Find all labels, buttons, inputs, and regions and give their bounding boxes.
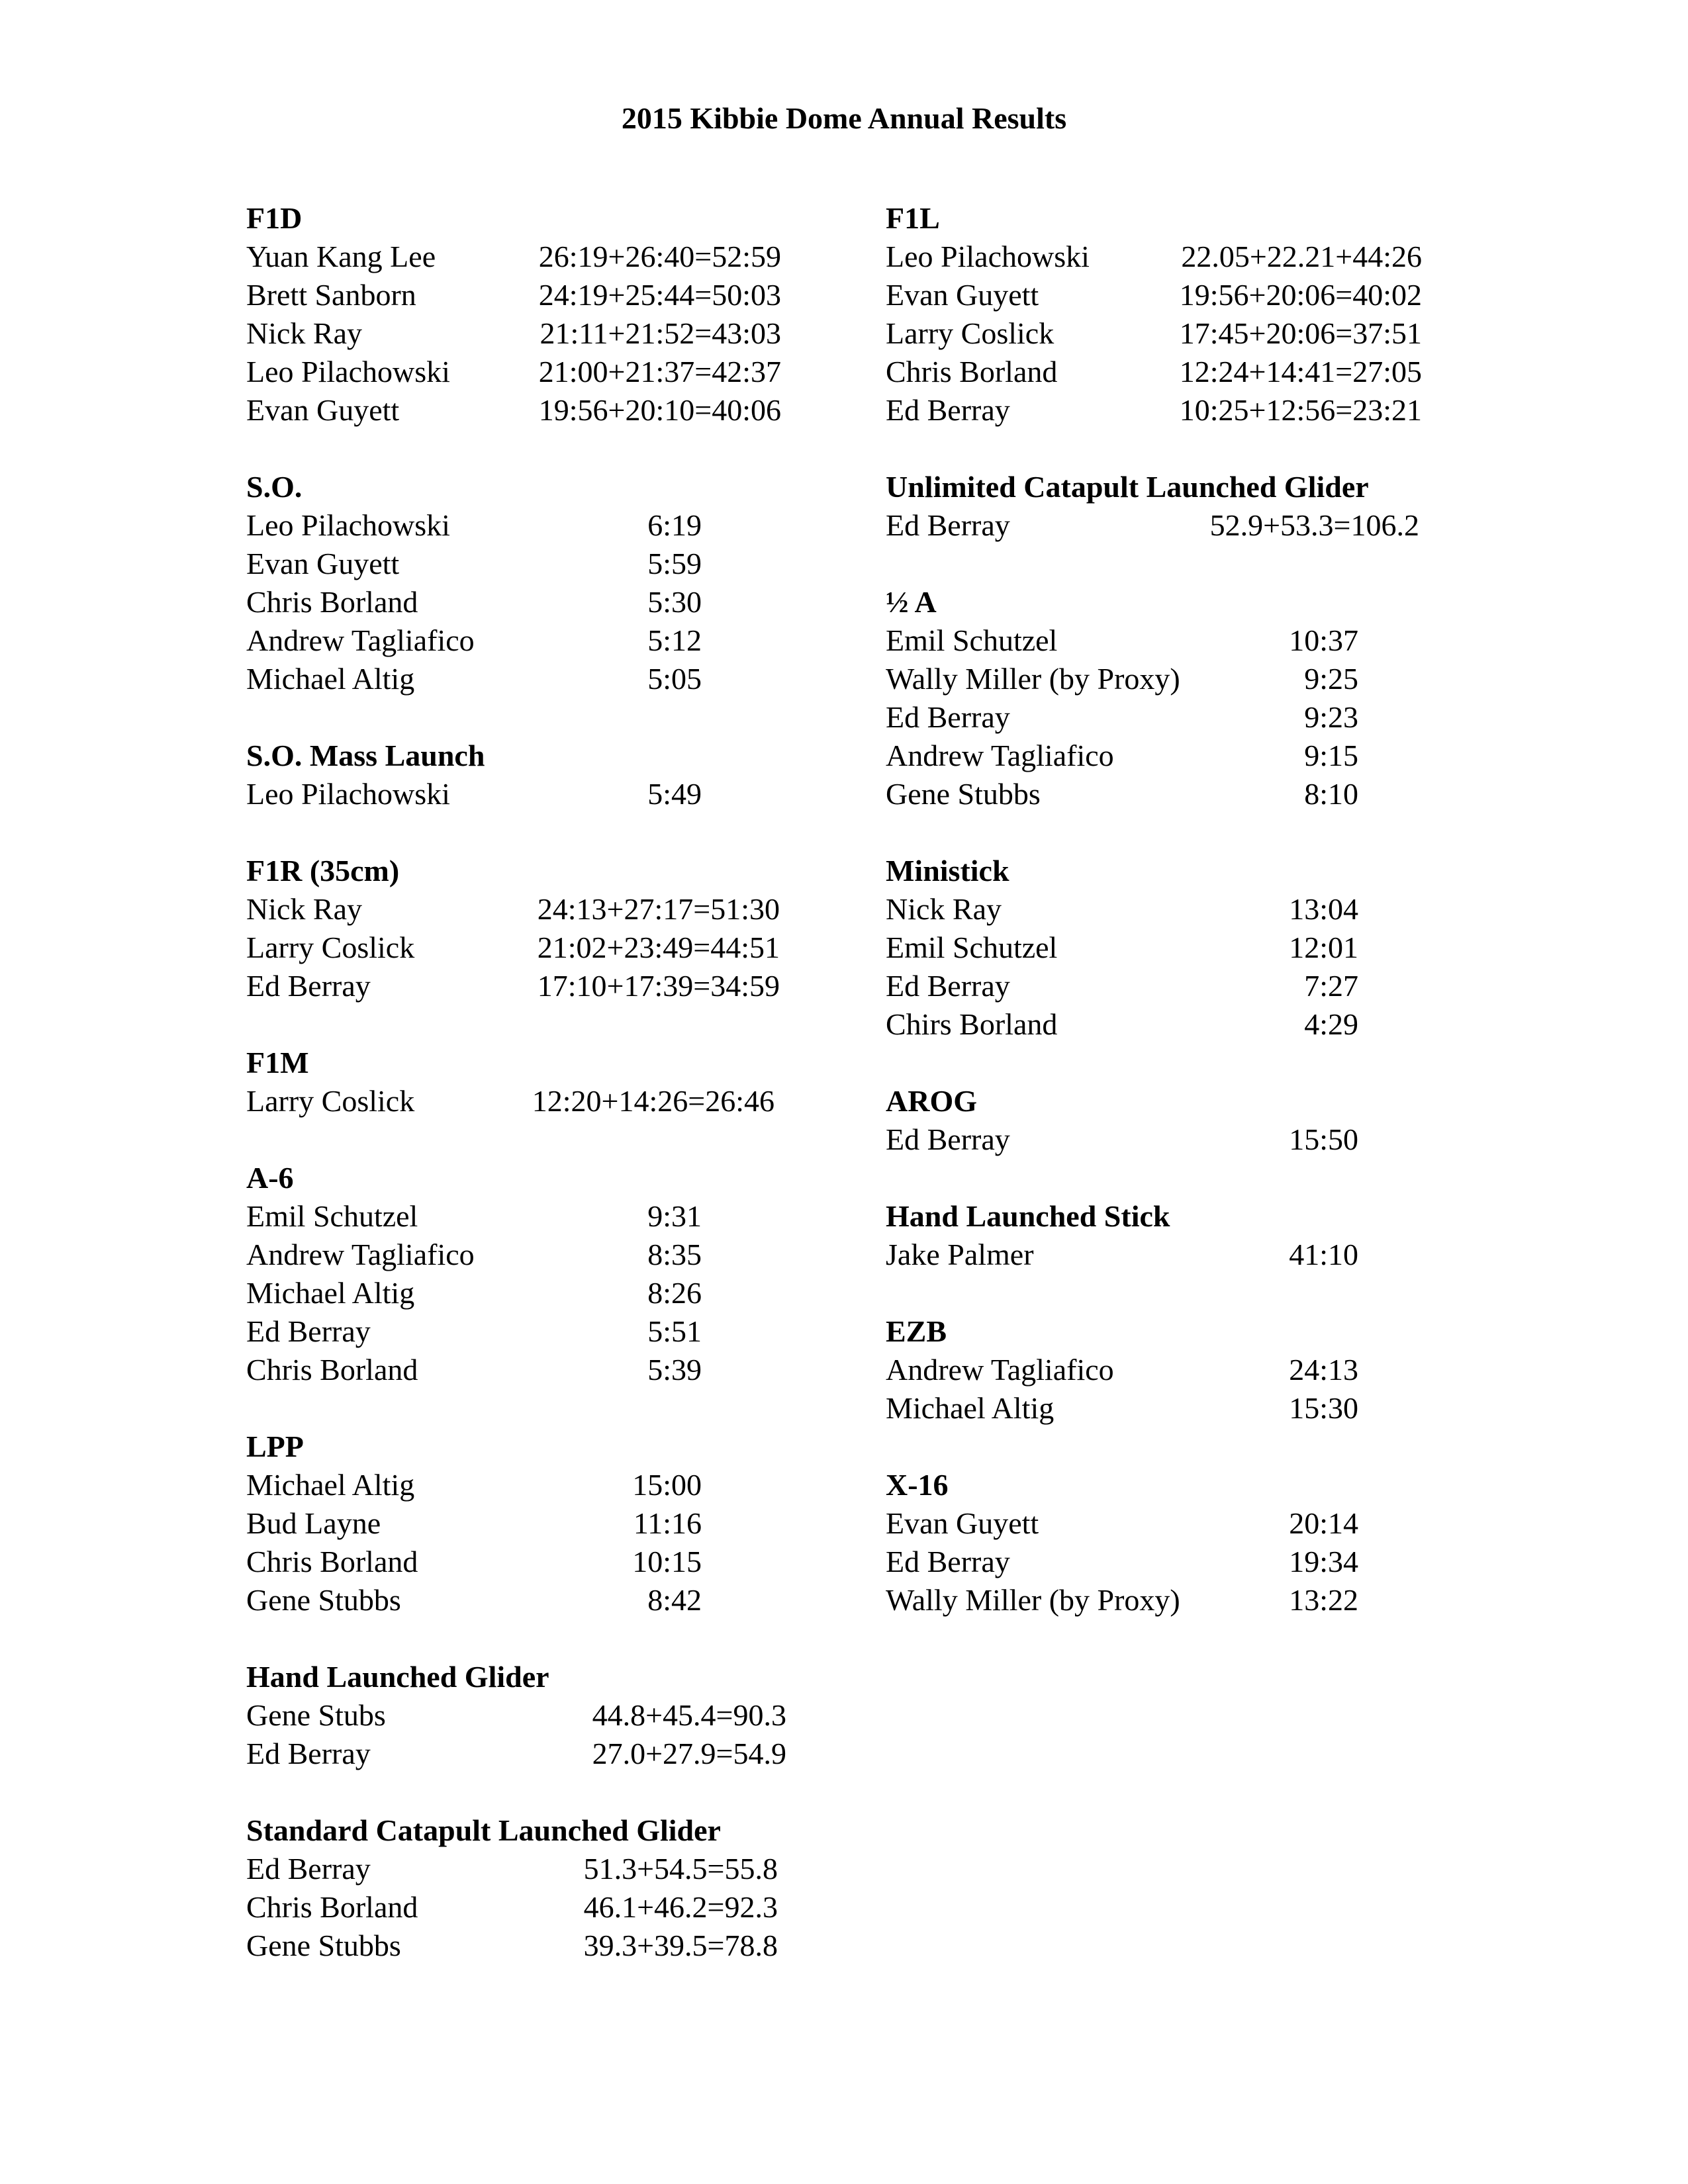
result-value: 12:20+14:26=26:46 bbox=[532, 1084, 774, 1118]
competitor-name: Evan Guyett bbox=[246, 547, 400, 580]
competitor-name: Larry Coslick bbox=[886, 316, 1055, 350]
competitor-name: Leo Pilachowski bbox=[246, 508, 450, 542]
competitor-name: Michael Altig bbox=[246, 1468, 415, 1502]
result-row bbox=[886, 238, 1422, 276]
competitor-name: Emil Schutzel bbox=[886, 623, 1058, 657]
result-value: 51.3+54.5=55.8 bbox=[583, 1852, 778, 1886]
competitor-name: Emil Schutzel bbox=[886, 931, 1058, 964]
result-row bbox=[886, 314, 1422, 353]
results-section bbox=[886, 1466, 1358, 1619]
result-row bbox=[886, 391, 1422, 430]
result-row bbox=[246, 506, 702, 545]
section-heading: F1L bbox=[886, 201, 940, 235]
competitor-name: Leo Pilachowski bbox=[246, 355, 450, 388]
results-section bbox=[246, 1428, 702, 1619]
result-row bbox=[246, 621, 702, 660]
result-row bbox=[886, 660, 1358, 698]
result-value: 5:51 bbox=[647, 1314, 702, 1348]
results-section bbox=[886, 468, 1419, 545]
result-row bbox=[246, 276, 781, 314]
competitor-name: Andrew Tagliafico bbox=[886, 739, 1114, 772]
result-value: 46.1+46.2=92.3 bbox=[583, 1890, 778, 1924]
results-section bbox=[886, 852, 1358, 1044]
result-value: 5:59 bbox=[647, 547, 702, 580]
result-row bbox=[246, 1274, 702, 1312]
result-value: 24:13 bbox=[1289, 1353, 1358, 1387]
result-value: 17:10+17:39=34:59 bbox=[537, 969, 780, 1003]
result-row bbox=[246, 238, 781, 276]
result-value: 21:11+21:52=43:03 bbox=[539, 316, 781, 350]
result-value: 5:49 bbox=[647, 777, 702, 811]
result-value: 5:30 bbox=[647, 585, 702, 619]
result-row bbox=[886, 967, 1358, 1005]
competitor-name: Chris Borland bbox=[246, 1545, 418, 1578]
competitor-name: Chris Borland bbox=[246, 1353, 418, 1387]
results-section bbox=[886, 1197, 1358, 1274]
result-row bbox=[246, 1696, 786, 1735]
competitor-name: Ed Berray bbox=[886, 969, 1010, 1003]
results-section bbox=[246, 737, 702, 813]
result-row bbox=[246, 890, 780, 929]
result-row bbox=[886, 1543, 1358, 1581]
result-row bbox=[886, 698, 1358, 737]
competitor-name: Bud Layne bbox=[246, 1506, 381, 1540]
result-row bbox=[886, 276, 1422, 314]
competitor-name: Ed Berray bbox=[246, 1314, 371, 1348]
competitor-name: Leo Pilachowski bbox=[246, 777, 450, 811]
results-section bbox=[246, 468, 702, 698]
result-row bbox=[246, 1850, 778, 1888]
result-row bbox=[246, 1927, 778, 1965]
result-row bbox=[246, 1082, 774, 1120]
result-row bbox=[246, 1236, 702, 1274]
result-value: 10:15 bbox=[632, 1545, 702, 1578]
results-section bbox=[246, 1159, 702, 1389]
result-value: 21:00+21:37=42:37 bbox=[538, 355, 781, 388]
result-value: 9:23 bbox=[1304, 700, 1358, 734]
result-row bbox=[246, 353, 781, 391]
result-value: 15:30 bbox=[1289, 1391, 1358, 1425]
result-value: 24:19+25:44=50:03 bbox=[538, 278, 781, 312]
section-heading: S.O. bbox=[246, 470, 303, 504]
result-value: 12:01 bbox=[1289, 931, 1358, 964]
competitor-name: Ed Berray bbox=[886, 508, 1010, 542]
section-heading: F1M bbox=[246, 1046, 309, 1079]
results-section bbox=[886, 1082, 1358, 1159]
result-value: 17:45+20:06=37:51 bbox=[1179, 316, 1422, 350]
result-value: 20:14 bbox=[1289, 1506, 1358, 1540]
competitor-name: Ed Berray bbox=[886, 700, 1010, 734]
result-value: 5:05 bbox=[647, 662, 702, 696]
result-value: 8:35 bbox=[647, 1238, 702, 1271]
results-section bbox=[886, 199, 1422, 430]
result-row bbox=[886, 621, 1358, 660]
result-value: 19:56+20:06=40:02 bbox=[1179, 278, 1422, 312]
section-heading: Hand Launched Stick bbox=[886, 1199, 1170, 1233]
result-row bbox=[246, 1543, 702, 1581]
result-value: 22.05+22.21+44:26 bbox=[1181, 240, 1422, 273]
competitor-name: Evan Guyett bbox=[886, 1506, 1039, 1540]
section-heading: X-16 bbox=[886, 1468, 949, 1502]
result-row bbox=[246, 929, 780, 967]
page-title: 2015 Kibbie Dome Annual Results bbox=[621, 101, 1067, 135]
competitor-name: Brett Sanborn bbox=[246, 278, 416, 312]
result-row bbox=[886, 1236, 1358, 1274]
result-row bbox=[886, 1389, 1358, 1428]
result-value: 15:50 bbox=[1289, 1122, 1358, 1156]
result-row bbox=[886, 353, 1422, 391]
section-heading: AROG bbox=[886, 1084, 977, 1118]
competitor-name: Andrew Tagliafico bbox=[246, 1238, 475, 1271]
result-value: 52.9+53.3=106.2 bbox=[1209, 508, 1419, 542]
result-row bbox=[246, 1466, 702, 1504]
result-value: 9:15 bbox=[1304, 739, 1358, 772]
result-value: 21:02+23:49=44:51 bbox=[537, 931, 780, 964]
result-value: 9:25 bbox=[1304, 662, 1358, 696]
section-heading: Hand Launched Glider bbox=[246, 1660, 549, 1694]
results-section bbox=[246, 199, 781, 430]
result-value: 15:00 bbox=[632, 1468, 702, 1502]
competitor-name: Chris Borland bbox=[886, 355, 1058, 388]
result-value: 13:22 bbox=[1289, 1583, 1358, 1617]
competitor-name: Evan Guyett bbox=[886, 278, 1039, 312]
result-value: 41:10 bbox=[1289, 1238, 1358, 1271]
result-value: 8:42 bbox=[647, 1583, 702, 1617]
result-value: 9:31 bbox=[647, 1199, 702, 1233]
result-row bbox=[886, 737, 1358, 775]
competitor-name: Larry Coslick bbox=[246, 931, 415, 964]
competitor-name: Ed Berray bbox=[886, 393, 1010, 427]
result-row bbox=[246, 775, 702, 813]
competitor-name: Andrew Tagliafico bbox=[246, 623, 475, 657]
competitor-name: Michael Altig bbox=[246, 1276, 415, 1310]
result-row bbox=[246, 1351, 702, 1389]
section-heading: Standard Catapult Launched Glider bbox=[246, 1813, 721, 1847]
result-value: 5:39 bbox=[647, 1353, 702, 1387]
result-row bbox=[886, 1581, 1358, 1619]
section-heading: LPP bbox=[246, 1430, 304, 1463]
result-row bbox=[886, 890, 1358, 929]
results-section bbox=[246, 1811, 778, 1965]
competitor-name: Ed Berray bbox=[886, 1122, 1010, 1156]
result-value: 24:13+27:17=51:30 bbox=[537, 892, 780, 926]
results-section bbox=[246, 1044, 774, 1120]
results-section bbox=[886, 583, 1358, 813]
competitor-name: Larry Coslick bbox=[246, 1084, 415, 1118]
competitor-name: Yuan Kang Lee bbox=[246, 240, 436, 273]
competitor-name: Wally Miller (by Proxy) bbox=[886, 1583, 1180, 1617]
result-value: 8:26 bbox=[647, 1276, 702, 1310]
competitor-name: Ed Berray bbox=[246, 969, 371, 1003]
section-heading: S.O. Mass Launch bbox=[246, 739, 485, 772]
result-row bbox=[246, 1504, 702, 1543]
results-section bbox=[246, 1658, 786, 1773]
result-row bbox=[886, 929, 1358, 967]
result-value: 39.3+39.5=78.8 bbox=[583, 1929, 778, 1962]
result-value: 19:56+20:10=40:06 bbox=[538, 393, 781, 427]
result-row bbox=[246, 660, 702, 698]
section-heading: A-6 bbox=[246, 1161, 294, 1195]
competitor-name: Ed Berray bbox=[886, 1545, 1010, 1578]
section-heading: EZB bbox=[886, 1314, 947, 1348]
section-heading: Unlimited Catapult Launched Glider bbox=[886, 470, 1369, 504]
result-value: 6:19 bbox=[647, 508, 702, 542]
result-row bbox=[246, 1888, 778, 1927]
competitor-name: Wally Miller (by Proxy) bbox=[886, 662, 1180, 696]
result-row bbox=[246, 1312, 702, 1351]
section-heading: ½ A bbox=[886, 585, 937, 619]
result-value: 27.0+27.9=54.9 bbox=[592, 1737, 786, 1770]
result-value: 44.8+45.4=90.3 bbox=[592, 1698, 786, 1732]
result-row bbox=[246, 967, 780, 1005]
result-value: 10:25+12:56=23:21 bbox=[1179, 393, 1422, 427]
results-section bbox=[246, 852, 780, 1005]
competitor-name: Chris Borland bbox=[246, 1890, 418, 1924]
result-value: 26:19+26:40=52:59 bbox=[538, 240, 781, 273]
results-section bbox=[886, 1312, 1358, 1428]
result-row bbox=[246, 583, 702, 621]
result-row bbox=[246, 314, 781, 353]
competitor-name: Gene Stubbs bbox=[246, 1929, 401, 1962]
result-value: 4:29 bbox=[1304, 1007, 1358, 1041]
result-row bbox=[246, 1581, 702, 1619]
result-row bbox=[886, 1005, 1358, 1044]
result-row bbox=[886, 775, 1358, 813]
competitor-name: Nick Ray bbox=[246, 316, 363, 350]
section-heading: Ministick bbox=[886, 854, 1009, 887]
result-value: 19:34 bbox=[1289, 1545, 1358, 1578]
result-row bbox=[886, 1120, 1358, 1159]
result-row bbox=[886, 1504, 1358, 1543]
competitor-name: Evan Guyett bbox=[246, 393, 400, 427]
result-value: 7:27 bbox=[1304, 969, 1358, 1003]
competitor-name: Leo Pilachowski bbox=[886, 240, 1090, 273]
result-row bbox=[886, 1351, 1358, 1389]
result-value: 10:37 bbox=[1289, 623, 1358, 657]
competitor-name: Gene Stubs bbox=[246, 1698, 386, 1732]
competitor-name: Nick Ray bbox=[886, 892, 1002, 926]
competitor-name: Chris Borland bbox=[246, 585, 418, 619]
result-row bbox=[246, 545, 702, 583]
competitor-name: Michael Altig bbox=[246, 662, 415, 696]
competitor-name: Emil Schutzel bbox=[246, 1199, 418, 1233]
result-value: 5:12 bbox=[647, 623, 702, 657]
competitor-name: Nick Ray bbox=[246, 892, 363, 926]
competitor-name: Chirs Borland bbox=[886, 1007, 1058, 1041]
competitor-name: Ed Berray bbox=[246, 1737, 371, 1770]
competitor-name: Andrew Tagliafico bbox=[886, 1353, 1114, 1387]
section-heading: F1R (35cm) bbox=[246, 854, 400, 887]
result-row bbox=[246, 1197, 702, 1236]
competitor-name: Gene Stubbs bbox=[246, 1583, 401, 1617]
result-value: 12:24+14:41=27:05 bbox=[1179, 355, 1422, 388]
result-value: 13:04 bbox=[1289, 892, 1358, 926]
competitor-name: Michael Altig bbox=[886, 1391, 1055, 1425]
result-row bbox=[246, 1735, 786, 1773]
competitor-name: Jake Palmer bbox=[886, 1238, 1034, 1271]
result-value: 8:10 bbox=[1304, 777, 1358, 811]
section-heading: F1D bbox=[246, 201, 303, 235]
result-row bbox=[246, 391, 781, 430]
result-row bbox=[886, 506, 1419, 545]
result-value: 11:16 bbox=[633, 1506, 702, 1540]
competitor-name: Ed Berray bbox=[246, 1852, 371, 1886]
competitor-name: Gene Stubbs bbox=[886, 777, 1041, 811]
